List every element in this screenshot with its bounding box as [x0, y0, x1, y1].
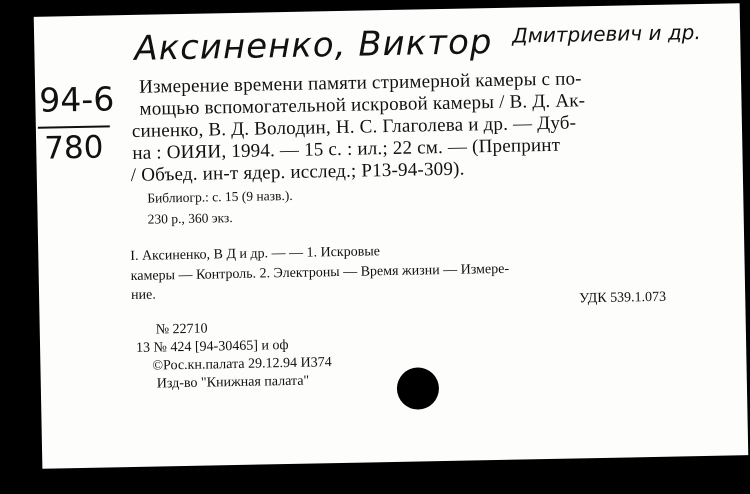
tracing-line: I. Аксиненко, В Д и др. — — 1. Искровые: [130, 244, 381, 265]
punch-hole: [397, 367, 440, 410]
shelfmark-divider: [38, 125, 110, 128]
copyright-line: ©Рос.кн.палата 29.12.94 И374: [152, 355, 332, 374]
shelfmark-bottom: 780: [43, 129, 104, 167]
card-number: № 22710: [155, 321, 208, 338]
title-line: мощью вспомогательной искровой камеры / В. Д. Ак-: [139, 90, 586, 120]
publisher-line: Изд-во "Книжная палата": [156, 373, 310, 392]
handwritten-patronymic: Дмитриевич и др.: [511, 20, 701, 48]
title-line: на : ОИЯИ, 1994. — 15 с. : ил.; 22 см. — (Препринт: [132, 134, 561, 164]
bibliography-note: Библиогр.: с. 15 (9 назв.).: [147, 187, 293, 206]
register-number: 13 № 424 [94-30465] и оф: [135, 337, 289, 356]
catalog-card: [34, 3, 749, 468]
handwritten-author: Аксиненко, Виктор: [133, 22, 493, 69]
tracing-line: ние.: [130, 287, 156, 303]
title-line: Измерение времени памяти стримерной камеры с по-: [138, 68, 582, 98]
udk-code: УДК 539.1.073: [579, 289, 667, 307]
tracing-line: камеры — Контроль. 2. Электроны — Время жизни — Измере-: [130, 261, 510, 285]
title-line: синенко, В. Д. Володин, Н. С. Глаголева и др. — Дуб-: [131, 112, 577, 142]
price-copies: 230 р., 360 экз.: [147, 210, 233, 227]
shelfmark-top: 94-6: [38, 79, 115, 120]
title-line: / Объед. ин-т ядер. исслед.; Р13-94-309).: [130, 158, 465, 186]
